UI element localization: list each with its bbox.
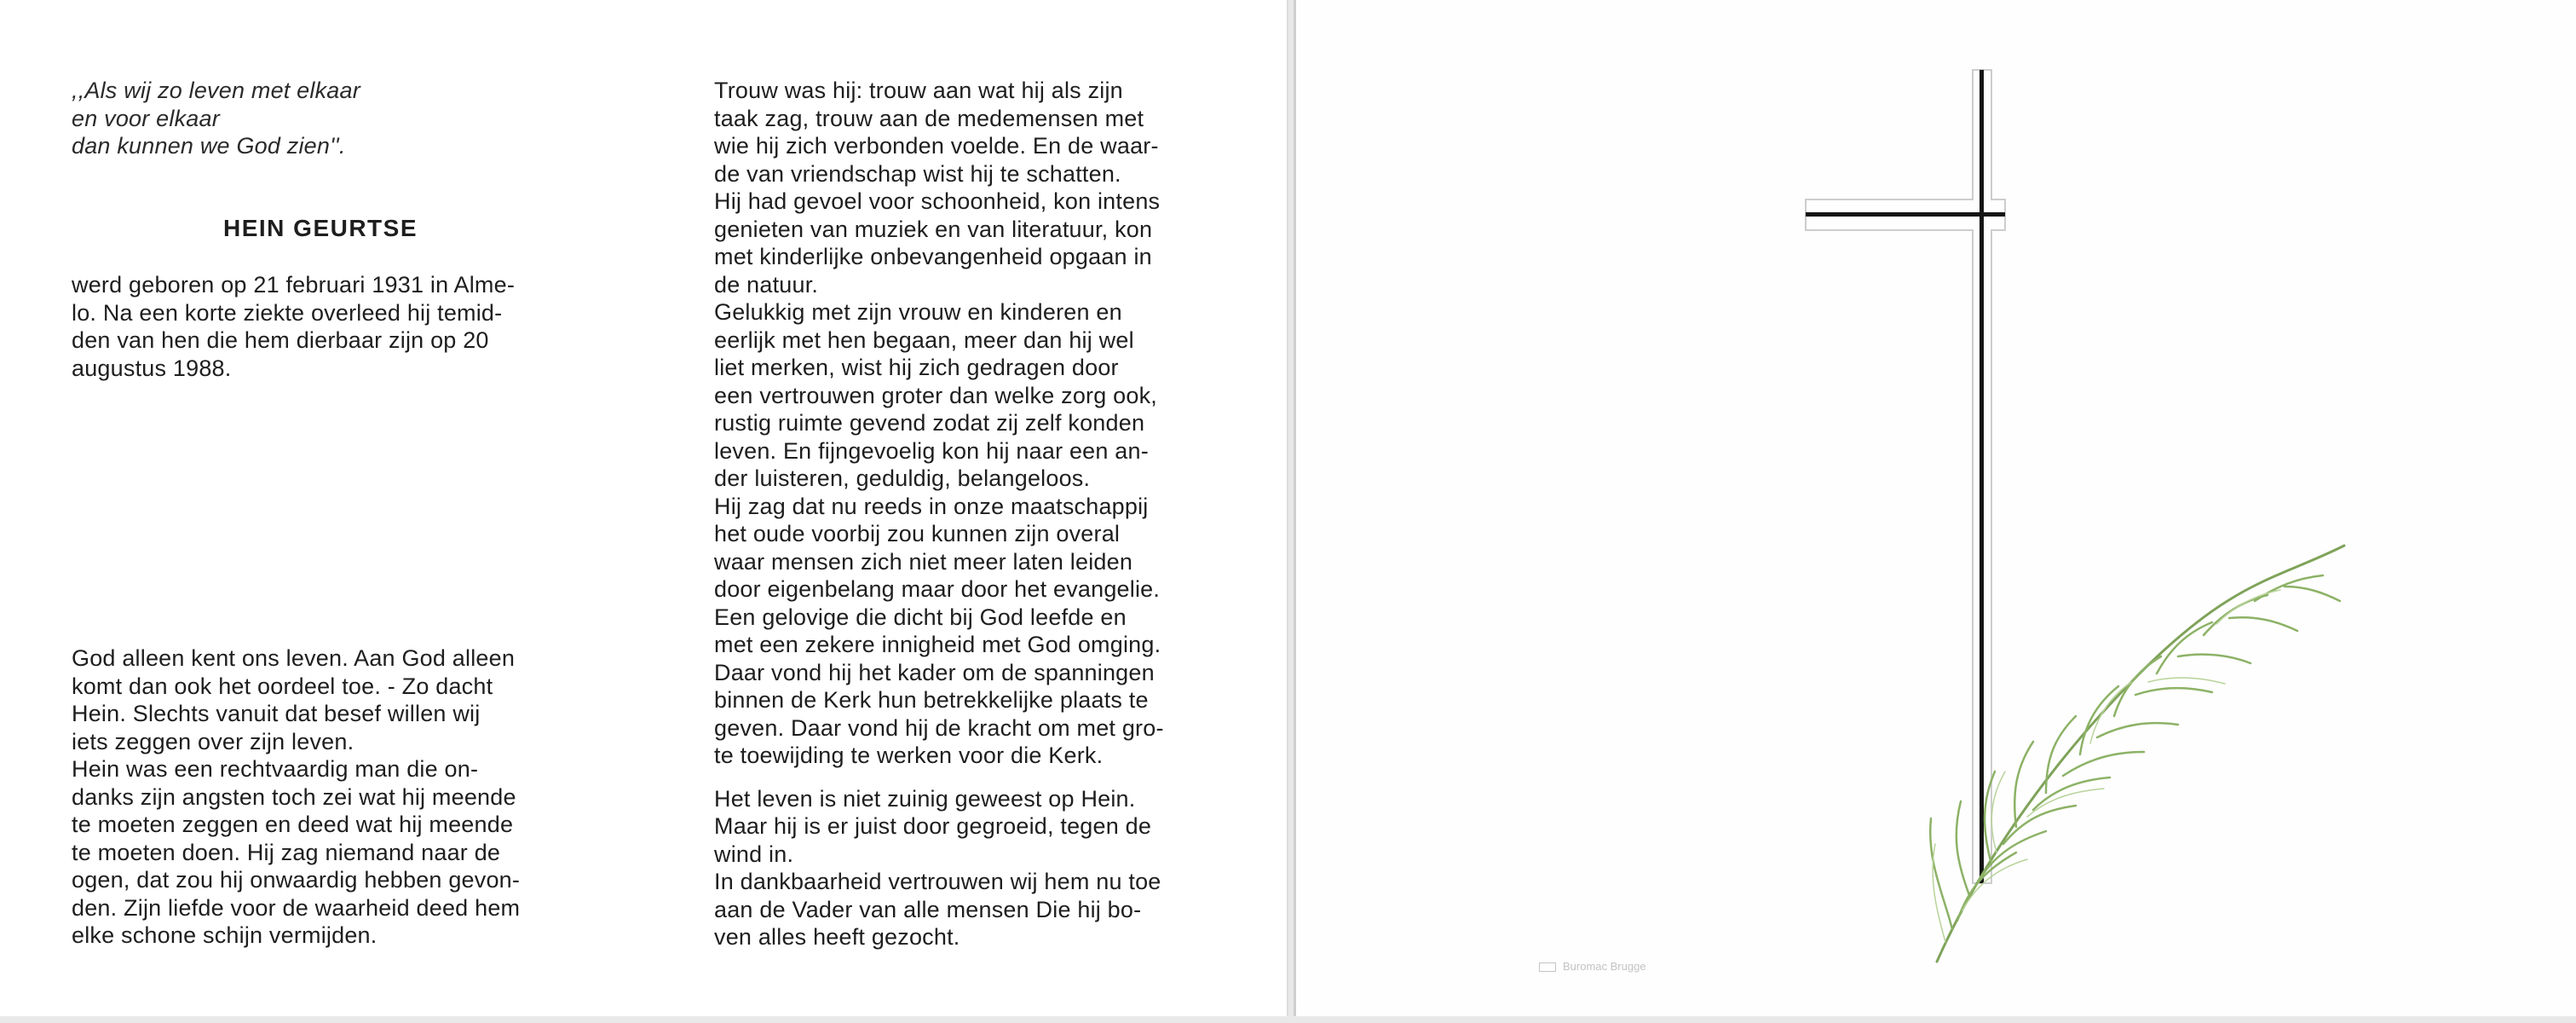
text-line: een vertrouwen groter dan welke zorg ook, <box>714 382 1157 408</box>
quote-line: en voor elkaar <box>72 105 220 131</box>
text-line: komt dan ook het oordeel toe. - Zo dacht <box>72 673 493 699</box>
text-line: werd geboren op 21 februari 1931 in Alme- <box>72 272 516 298</box>
text-line: Hij zag dat nu reeds in onze maatschappij <box>714 493 1149 519</box>
text-line: iets zeggen over zijn leven. <box>72 728 354 754</box>
text-line: Gelukkig met zijn vrouw en kinderen en <box>714 299 1122 325</box>
text-line: de natuur. <box>714 271 819 298</box>
birth-death-paragraph <box>72 271 569 382</box>
tribute-text-right <box>714 77 1212 951</box>
text-line: elke schone schijn vermijden. <box>72 922 377 948</box>
text-line: het oude voorbij zou kunnen zijn overal <box>714 521 1121 546</box>
text-line: lo. Na een korte ziekte overleed hij temid- <box>72 299 503 326</box>
text-line: ogen, dat zou hij onwaardig hebben gevon- <box>72 867 521 893</box>
tribute-text-left <box>72 644 569 950</box>
right-page <box>1294 0 2576 1016</box>
text-line: Hein. Slechts vanuit dat besef willen wij <box>72 701 481 726</box>
text-line: Het leven is niet zuinig geweest op Hein. <box>714 785 1136 812</box>
text-line: Daar vond hij het kader om de spanningen <box>714 659 1155 685</box>
text-line: ven alles heeft gezocht. <box>714 924 960 950</box>
printer-imprint <box>1539 960 1646 973</box>
left-page <box>0 0 1288 1016</box>
text-line: leven. En fijngevoelig kon hij naar een an- <box>714 437 1149 464</box>
text-line: In dankbaarheid vertrouwen wij hem nu toe <box>714 869 1161 894</box>
text-line: door eigenbelang maar door het evangelie. <box>714 576 1161 602</box>
cross-icon <box>1806 70 2005 883</box>
text-line: genieten van muziek en van literatuur, kon <box>714 216 1153 242</box>
text-line: binnen de Kerk hun betrekkelijke plaats te <box>714 687 1149 713</box>
text-line: den. Zijn liefde voor de waarheid deed hem <box>72 894 521 921</box>
text-line: aan de Vader van alle mensen Die hij bo- <box>714 896 1142 922</box>
text-line: waar mensen zich niet meer laten leiden <box>714 548 1133 575</box>
text-line: eerlijk met hen begaan, meer dan hij wel <box>714 327 1134 353</box>
quote-line: dan kunnen we God zien''. <box>72 133 346 159</box>
text-line: Hein was een rechtvaardig man die on- <box>72 756 479 782</box>
paragraph-gap <box>714 770 1212 785</box>
text-line: de van vriendschap wist hij te schatten. <box>714 160 1121 187</box>
text-line: geven. Daar vond hij de kracht om met gro- <box>714 714 1164 741</box>
deceased-name: HEIN GEURTSE <box>222 215 418 241</box>
cross-illustration <box>1296 0 2576 1016</box>
text-line: Maar hij is er juist door gegroeid, tegen de <box>714 813 1152 839</box>
text-line: taak zag, trouw aan de medemensen met <box>714 105 1144 131</box>
palm-branch-icon <box>1930 546 2344 962</box>
printer-logo-icon <box>1539 962 1556 972</box>
text-line: Hij had gevoel voor schoonheid, kon intens <box>714 188 1161 214</box>
text-line: wie hij zich verbonden voelde. En de waar- <box>714 133 1159 159</box>
text-line: den van hen die hem dierbaar zijn op 20 <box>72 327 489 353</box>
text-line: met kinderlijke onbevangenheid opgaan in <box>714 244 1152 269</box>
text-line: danks zijn angsten toch zei wat hij meende <box>72 783 516 810</box>
text-line: te moeten zeggen en deed wat hij meende <box>72 812 514 837</box>
text-line: te toewijding te werken voor die Kerk. <box>714 743 1104 768</box>
opening-quote <box>72 77 617 160</box>
printer-imprint-text: Buromac Brugge <box>1563 960 1646 973</box>
text-line: te moeten doen. Hij zag niemand naar de <box>72 839 501 865</box>
text-line: met een zekere innigheid met God omging. <box>714 632 1161 657</box>
text-line: rustig ruimte gevend zodat zij zelf konden <box>714 410 1145 436</box>
text-line: God alleen kent ons leven. Aan God alleen <box>72 645 516 671</box>
text-line: Trouw was hij: trouw aan wat hij als zijn <box>714 78 1123 103</box>
text-line: Een gelovige die dicht bij God leefde en <box>714 604 1127 630</box>
text-line: der luisteren, geduldig, belangeloos. <box>714 465 1091 491</box>
text-line: augustus 1988. <box>72 355 232 381</box>
text-line: liet merken, wist hij zich gedragen door <box>714 355 1119 380</box>
quote-line: ,,Als wij zo leven met elkaar <box>72 78 360 103</box>
text-line: wind in. <box>714 841 794 867</box>
